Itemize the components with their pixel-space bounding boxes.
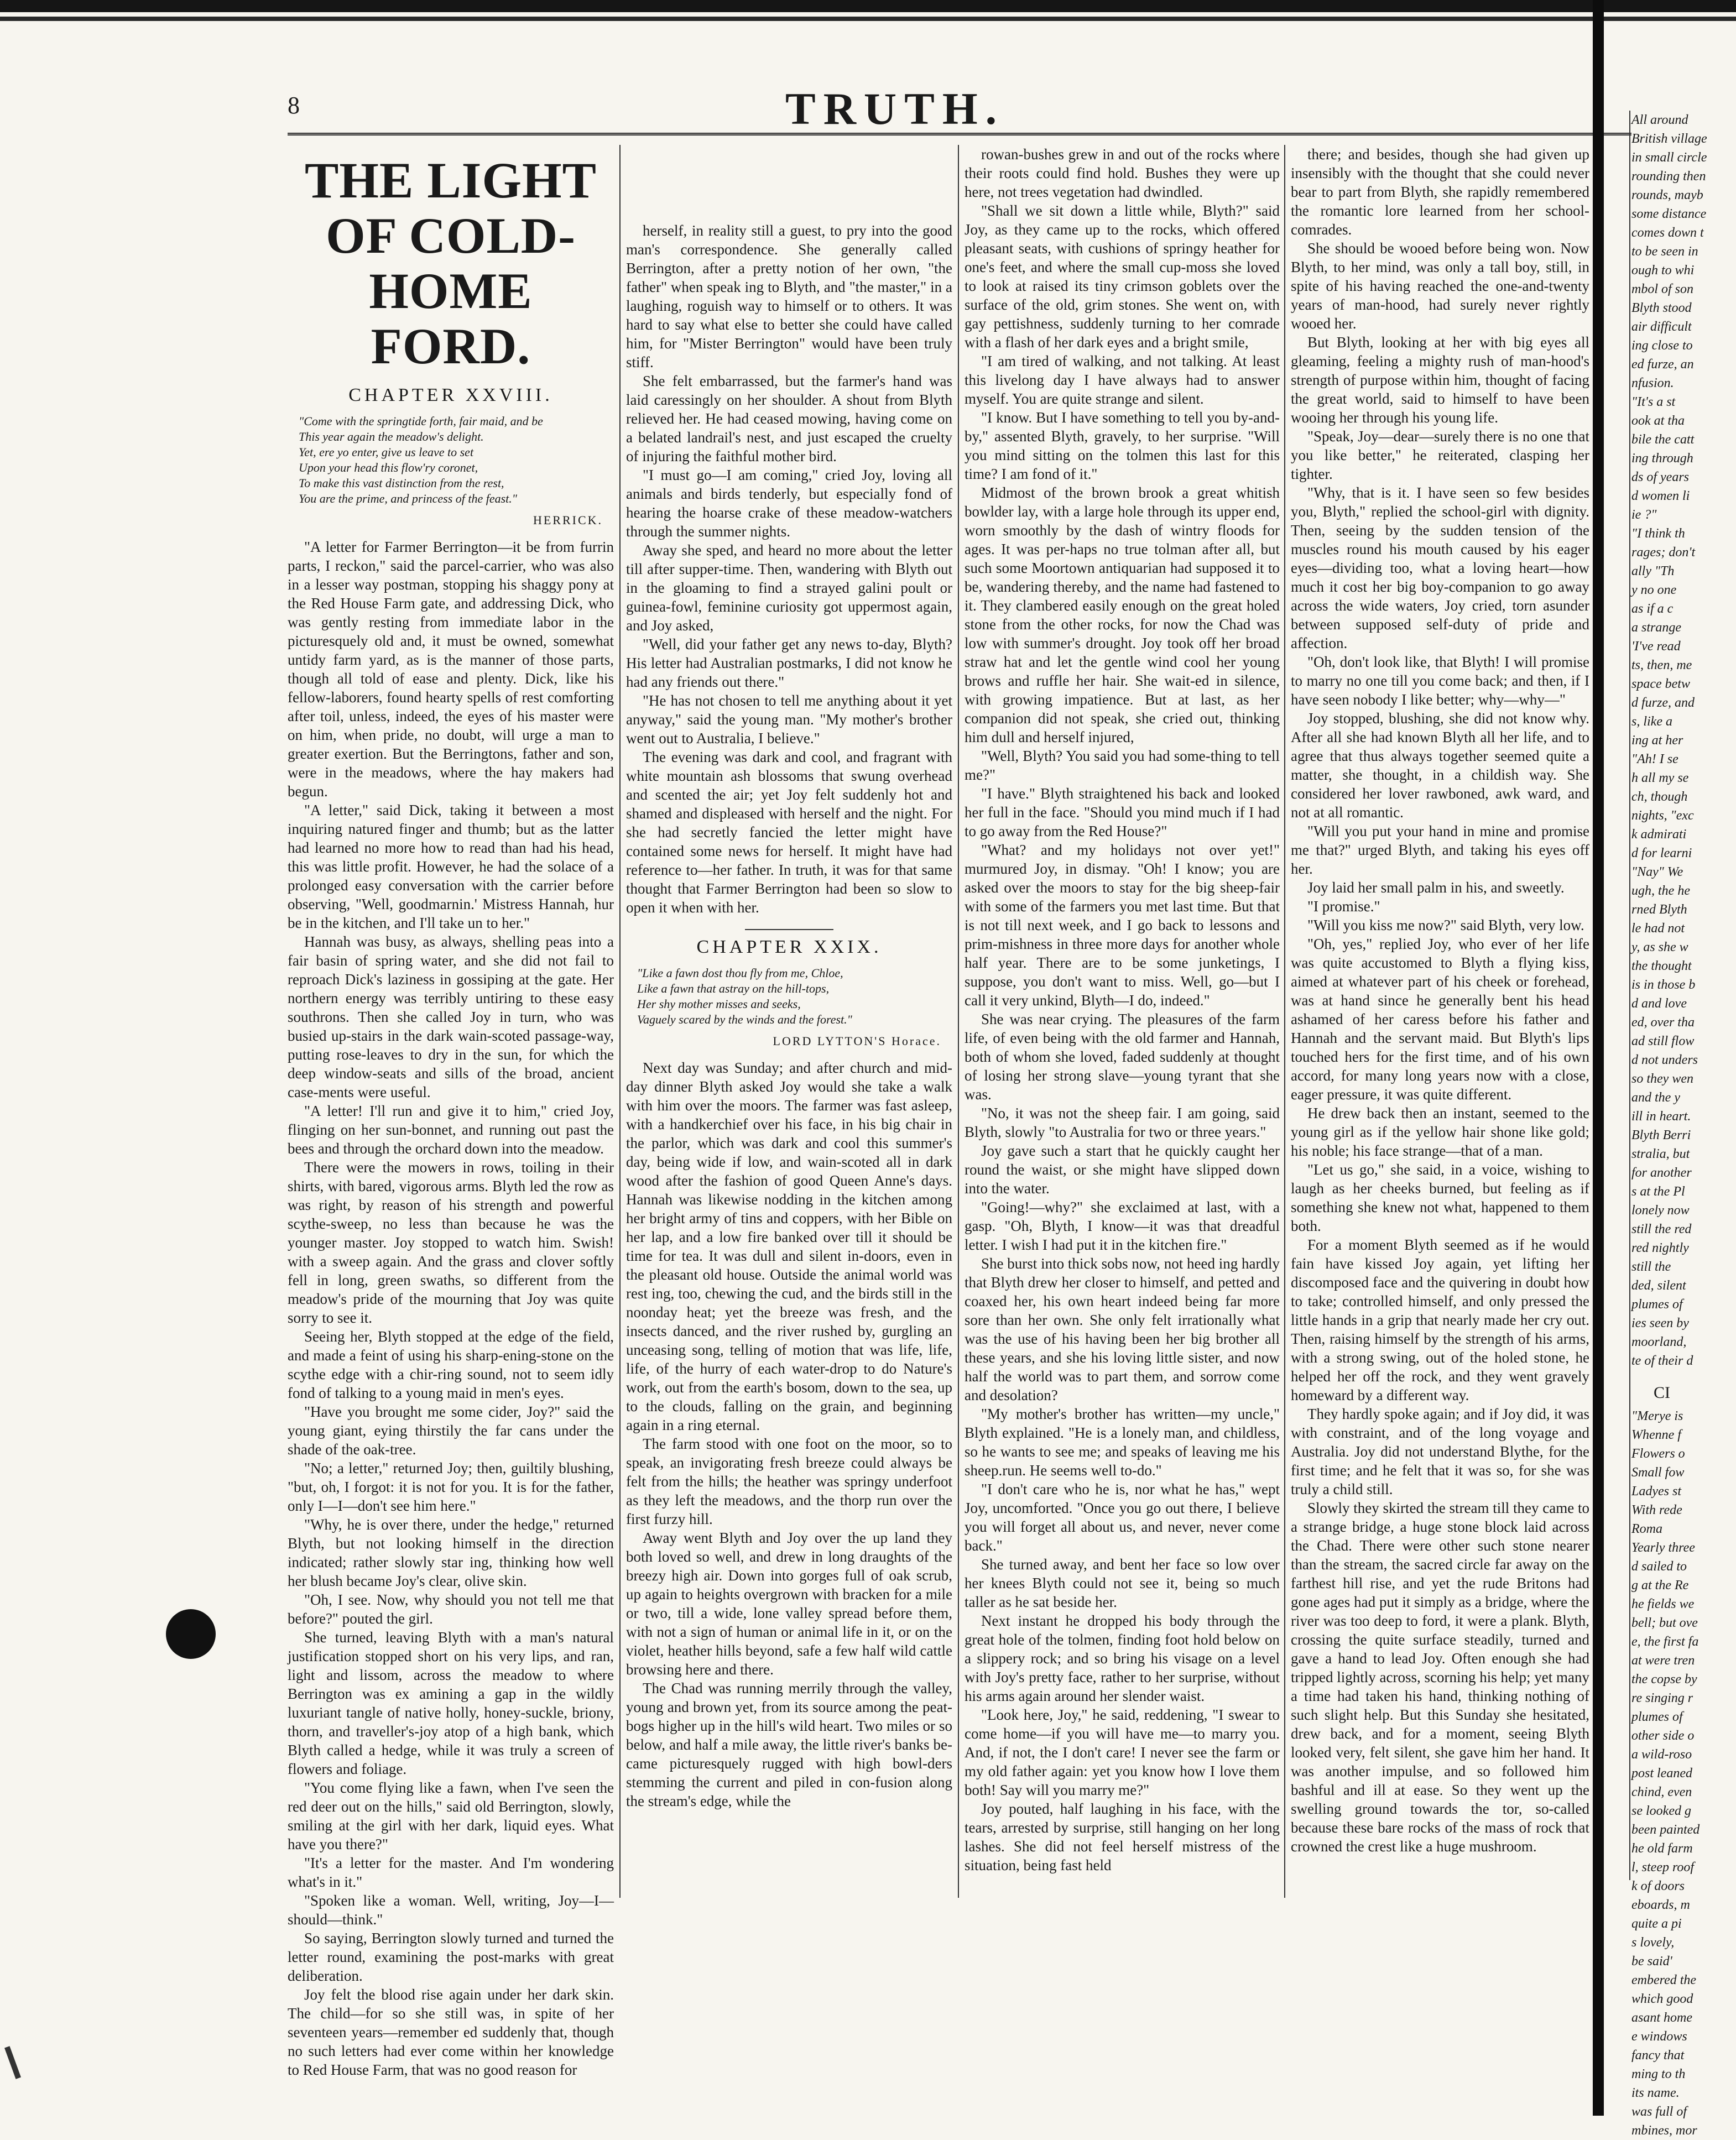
fragment-line: se looked g [1631,1804,1691,1818]
paragraph: Hannah was busy, as always, shelling peas into a fair basin of spring water, and she did not fail to reproach Dick's laziness in gossiping at the gate. Her northern energy was terribly untiring to these easy southrons. Then she called Joy in turn, who was busied up-stairs in the dark wain-scoted passage-way, putting rose-leaves to dry in the sun, for which the deep window-seats and sills of the broad, ancient case-ments were useful. [288,933,614,1100]
paragraph: The farm stood with one foot on the moor, so to speak, an invigorating fresh breeze could always be felt from the hills; the heather was springy underfoot as they left the meadows, and the thorp run over the first furzy hill. [626,1436,952,1527]
fragment-line: d furze, and [1631,696,1695,710]
fragment-line: "Ah! I se [1631,752,1678,766]
paragraph: "No; a letter," returned Joy; then, guiltily blushing, "but, oh, I forgot: it is not for you. It is for the father, only I—I—don't see him here." [288,1460,614,1514]
paragraph: Joy stopped, blushing, she did not know why. After all she had known Blyth all her life, and to agree that thus always together seemed quite a matter, she thought, in a childish way. She considered her lover rawboned, awk ward, and not at all romantic. [1291,710,1589,821]
fragment-line: e windows [1631,2029,1687,2044]
fragment-epigraph-line: Small fow [1631,1465,1685,1480]
fragment-line: and the y [1631,1090,1680,1105]
fragment-line: ough to whi [1631,263,1695,278]
paragraph: "Why, that is it. I have seen so few besides you, Blyth," replied the school-girl with dignity. Then, seeing by the sudden tension of the muscles round his mouth caused by his eager eyes—dividing too, what a loving heart—how much it cost her big boy-companion to go away across the wide waters, Joy cried, torn asunder between supposed self-duty of pride and affection. [1291,484,1589,651]
epigraph-line: You are the prime, and princess of the feast." [299,492,518,505]
fragment-line: at were tren [1631,1653,1695,1668]
paragraph: "Let us go," she said, in a voice, wishing to laugh as her cheeks burned, but feeling as if something she knew not what, happened to them both. [1291,1161,1589,1234]
paragraph: "I promise." [1307,898,1380,915]
fragment-line: k admirati [1631,827,1687,842]
fragment-line: other side o [1631,1729,1695,1743]
fragment-line: plumes of [1631,1297,1683,1312]
paragraph: there; and besides, though she had given up insensibly with the thought that she could never bear to part from Blyth, she rapidly remembered the romantic lore learned from her school-comrades. [1291,146,1589,238]
fragment-line: the thought [1631,959,1692,973]
fragment-line: he fields we [1631,1597,1695,1611]
fragment-line: "I think th [1631,526,1685,541]
fragment-line: Blyth Berri [1631,1128,1691,1142]
fragment-line: rages; don't [1631,545,1696,560]
fragment-line: ts, then, me [1631,658,1692,672]
epigraph-line: This year again the meadow's delight. [299,430,484,443]
paragraph: "I have." Blyth straightened his back and looked her full in the face. "Should you mind much if I had to go away from the Red House?" [965,785,1280,839]
paragraph: "Why, he is over there, under the hedge," returned Blyth, but not looking himself in the direction indicated; rather slowly star ing, thinking how well her blush became Joy's clear, olive skin. [288,1516,614,1589]
paragraph: "Well, Blyth? You said you had some-thing to tell me?" [965,748,1280,783]
column-2 [626,221,952,1974]
fragment-line: fancy that [1631,2048,1685,2063]
fragment-line: d not unders [1631,1053,1698,1067]
fragment-line: d and love [1631,996,1687,1011]
fragment-epigraph-line: "Merye is [1631,1409,1683,1423]
paragraph: "No, it was not the sheep fair. I am going, said Blyth, slowly "to Australia for two or three years." [965,1105,1280,1140]
paragraph: "Oh, I see. Now, why should you not tell me that before?" pouted the girl. [288,1591,614,1627]
fragment-line: All around [1631,113,1688,127]
fragment-line: "Nay" We [1631,865,1683,879]
fragment-line: h all my se [1631,771,1689,785]
column-3-body [965,145,1280,1875]
epigraph-line: Her shy mother misses and seeks, [637,997,801,1011]
column-divider [958,145,959,1898]
epigraph-line: Upon your head this flow'ry coronet, [299,461,478,474]
fragment-line: post leaned [1631,1766,1692,1781]
paragraph: Away she sped, and heard no more about the letter till after supper-time. Then, wandering with Blyth out in the gloaming to find a strayed galini poult or guinea-fowl, feminine curiosity got uppermost again, and Joy asked, [626,542,952,634]
paragraph: He drew back then an instant, seemed to the young girl as if the yellow hair shone like gold; his noble; his face strange—that of a man. [1291,1105,1589,1159]
paragraph: "Going!—why?" she exclaimed at last, with a gasp. "Oh, Blyth, I know—it was that dreadful letter. I wish I had put it in the kitchen fire." [965,1199,1280,1253]
epigraph-line: To make this vast distinction from the rest, [299,476,504,490]
fragment-line: ed furze, an [1631,357,1694,372]
paragraph: "Have you brought me some cider, Joy?" said the young giant, eying thirstily the far cans under the shade of the oak-tree. [288,1403,614,1458]
fragment-line: d sailed to [1631,1559,1687,1574]
page-number: 8 [288,92,300,119]
fragment-line: space betw [1631,677,1690,691]
fragment-epigraph-line: With rede [1631,1503,1682,1517]
fragment-line: ie ?" [1631,508,1657,522]
paragraph: Joy gave such a start that he quickly caught her round the waist, or she might have slipped down into the water. [965,1142,1280,1197]
paragraph: She turned, leaving Blyth with a man's natural justification stopped short on his very lips, and ran, light and lissom, across the meadow to where Berrington was ex amining a gap in the wildly luxuriant tangle of native holly, honey-suckle, briony, thorn, and traveller's-joy atop of a high bank, which Blyth called a hedge, while it was truly a screen of flowers and foliage. [288,1629,614,1777]
paragraph: "Speak, Joy—dear—surely there is no one that you like better," he reiterated, clasping her tighter. [1291,428,1589,482]
fragment-line: for another [1631,1166,1692,1180]
fragment-line: ad still flow [1631,1034,1695,1048]
fragment-epigraph-line: Ladyes st [1631,1484,1681,1499]
paragraph: She was near crying. The pleasures of the farm life, of even being with the old farmer and Hannah, both of whom she loved, faded suddenly at thought of losing her strong slave—young tyrant that she was. [965,1011,1280,1103]
fragment-line: ing through [1631,451,1693,466]
fragment-line: was full of [1631,2105,1687,2119]
epigraph-attribution-29: LORD LYTTON'S Horace. [773,1034,941,1048]
fragment-line: he old farm [1631,1841,1693,1856]
paragraph: So saying, Berrington slowly turned and turned the letter round, examining the post-marks with great deliberation. [288,1930,614,1984]
fragment-line: s lovely, [1631,1935,1675,1950]
fragment-line: le had not [1631,921,1685,936]
header-rule [288,133,1631,135]
fragment-line: 'I've read [1631,639,1681,654]
story-title: THE LIGHT OF COLD-HOME FORD. [305,152,597,374]
fragment-line: e, the first fa [1631,1635,1699,1649]
paragraph: "It's a letter for the master. And I'm wondering what's in it." [288,1855,614,1890]
fragment-line: a strange [1631,620,1681,635]
paragraph: She turned away, and bent her face so low over her knees Blyth could not see it, being so much taller as he sat beside her. [965,1556,1280,1610]
fragment-line: d for learni [1631,846,1692,860]
fragment-line: ch, though [1631,790,1688,804]
paragraph: Joy felt the blood rise again under her dark skin. The child—for so she still was, in spite of her seventeen years—remember ed suddenly that, though no such letters had ever come within her knowledge to Red House Farm, that was no good reason for [288,1986,614,2078]
fragment-line: the copse by [1631,1672,1697,1687]
column-4-body [1291,145,1589,1856]
fragment-line: been painted [1631,1823,1700,1837]
epigraph-line: Vaguely scared by the winds and the forest." [637,1012,852,1026]
epigraph-29 [637,965,941,1027]
fragment-line: some distance [1631,207,1707,221]
page-binding-edge [1593,0,1604,2116]
paragraph: Next instant he dropped his body through the great hole of the tolmen, finding foot hold below on a slippery rock; and so bring his visage on a level with Joy's pretty face, rather to her surprise, without his arms again around her slender waist. [965,1612,1280,1704]
paragraph: "I must go—I am coming," cried Joy, loving all animals and birds tenderly, but especially fond of hearing the hoarse crake of these meadow-watchers through the summer nights. [626,467,952,540]
paragraph: The evening was dark and cool, and fragrant with white mountain ash blossoms that swung overhead and scented the air; yet Joy felt suddenly hot and shamed and displeased with herself and the night. For she had secretly fancied the letter might have contained some news for herself. It might have had reference to—her father. In truth, it was for that same thought that Farmer Berrington had been so slow to open it when with her. [626,749,952,916]
paragraph: "Oh, don't look like, that Blyth! I will promise to marry no one till you come back; and then, if I have seen nobody I like better; why—why—" [1291,654,1589,708]
paragraph: "Shall we sit down a little while, Blyth?" said Joy, as they came up to the rocks, which offered pleasant seats, with cushions of springy heather for one's feet, and where the small cup-moss she loved to look at raised its tiny crimson goblets over the surface of the old, grim stones. She went on, with gay pettishness, suddenly turning to her comrade with a flash of her dark eyes and a bright smile, [965,202,1280,351]
paragraph: Joy pouted, half laughing in his face, with the tears, arrested by surprise, still hanging on her long lashes. She did not feel herself mistress of the situation, being fast held [965,1800,1280,1873]
column-divider [1284,145,1285,1898]
paragraph: Away went Blyth and Joy over the up land they both loved so well, and drew in long draughts of the breezy high air. Down into gorges full of oak scrub, up again to heights overgrown with bracken for a mile or two, till a wide, lone valley spread before them, with not a sign of human or animal life in it, or on the violet, heather hills beyond, safe a few half wild cattle browsing here and there. [626,1530,952,1678]
paragraph: herself, in reality still a guest, to pry into the good man's correspondence. She generally called Berrington, after a pretty notion of her own, "the father" when speak ing to Blyth, and "the master," in a laughing, roguish way to himself or to others. It was hard to say what else to better she could have called him, for "Mister Berrington" would have been truly stiff. [626,222,952,370]
paragraph: "Spoken like a woman. Well, writing, Joy—I—should—think." [288,1892,614,1928]
chapter-heading-28: CHAPTER XXVIII. [348,385,553,405]
paragraph: "Will you put your hand in mine and promise me that?" urged Blyth, and taking his eyes off her. [1291,823,1589,877]
fragment-line: g at the Re [1631,1578,1689,1593]
fragment-line: asant home [1631,2011,1692,2025]
paragraph: They hardly spoke again; and if Joy did, it was with constraint, and of the long voyage and Australia. Joy did not understand Blythe, for the first time; and he felt that it was so, for she was truly a child still. [1291,1406,1589,1497]
fragment-line: bell; but ove [1631,1616,1698,1630]
fragment-line: bile the catt [1631,432,1695,447]
top-border-rule-secondary [0,17,1736,21]
fragment-line: ing close to [1631,338,1693,353]
fragment-line: be said' [1631,1954,1672,1969]
fragment-line: re singing r [1631,1691,1693,1705]
fragment-line: stralia, but [1631,1147,1690,1161]
fragment-line: quite a pi [1631,1917,1682,1931]
fragment-line: "It's a st [1631,395,1676,409]
paragraph: "Oh, yes," replied Joy, who ever of her life was quite accustomed to Blyth a flying kiss, aimed at whatever part of his cheek or forehead, was at hand since he generally bent his head ashamed of her caress before his father and Hannah and the servant maid. But Blyth's lips touched hers for the first time, and of his own accord, for many long years now with a close, eager pressure, it was quite different. [1291,936,1589,1103]
fragment-line: eboards, m [1631,1898,1690,1912]
paragraph: For a moment Blyth seemed as if he would fain have kissed Joy again, yet lifting her discomposed face and the quivering in doubt how to take; controlled himself, and only pressed the little hands in a grip that nearly made her cry out. Then, raising himself by the strength of his arms, with a strong swing, out of the holed stone, he helped her off the rock, and they went gravely homeward by a different way. [1291,1236,1589,1403]
fragment-line: air difficult [1631,320,1692,334]
fragment-epigraph-line: Roma [1631,1522,1662,1536]
fragment-line: a wild-roso [1631,1747,1692,1762]
fragment-line: red nightly [1631,1241,1689,1255]
fragment-line: k of doors [1631,1879,1685,1893]
fragment-line: s, like a [1631,714,1672,729]
fragment-line: its name. [1631,2086,1680,2100]
fragment-line: chind, even [1631,1785,1692,1799]
paragraph: Next day was Sunday; and after church and mid-day dinner Blyth asked Joy would she take a walk with him over the moors. The farmer was fast asleep, with a handkerchief over his face, in his big chair in the parlor, which was dark and cool this summer's day, being wide if low, and wain-scoted all in dark wood after the fashion of good Queen Anne's days. Hannah was likewise nodding in the kitchen among her bright army of tins and coppers, with her Bible on her lap, and a low fire banked over till it should be time for tea. It was dull and silent in-doors, even in the pleasant old house. Outside the animal world was rest ing, too, chewing the cud, and the birds still in the noonday heat; yet the breeze was fresh, and the insects danced, and the river rushed by, gurgling an unceasing song, telling of motion that was life, life, life, of the hurry of each water-drop to do Nature's work, out from the earth's bosom, down to the sea, up to the clouds, falling on the grain, and beginning again in a ring eternal. [626,1059,952,1433]
fragment-line: y, as she w [1631,940,1688,954]
fragment-line: nights, "exc [1631,808,1694,823]
paragraph: "My mother's brother has written—my uncle," Blyth explained. "He is a lonely man, and childless, so he wants to see me; and speaks of leaving me his sheep.run. He seems well to-do." [965,1406,1280,1479]
epigraph-line: "Come with the springtide forth, fair maid, and be [299,414,543,428]
fragment-line: as if a c [1631,602,1674,616]
epigraph-line: "Like a fawn dost thou fly from me, Chloe, [637,966,843,980]
paragraph: There were the mowers in rows, toiling in their shirts, with bared, vigorous arms. Blyth led the row as was right, by reason of his strength and powerful scythe-sweep, no less than because he was the younger master. Joy stopped to watch him. Swish! with a sweep again. And the grass and clover softly fell in long, green swaths, so different from the meadow's pride of the mourning that Joy was quite sorry to see it. [288,1159,614,1326]
chapter-heading-29: CHAPTER XXIX. [696,937,882,957]
epigraph-line: Like a fawn that astray on the hill-tops, [637,982,830,995]
top-border-rule [0,0,1736,12]
epigraph-28 [299,414,603,507]
fragment-line: which good [1631,1992,1693,2006]
paragraph: "A letter! I'll run and give it to him," cried Joy, flinging on her sun-bonnet, and running out past the bees and through the orchard down into the meadow. [288,1103,614,1157]
fragment-epigraph-line: Whenne f [1631,1428,1681,1442]
fragment-line: still the red [1631,1222,1692,1236]
paragraph: She should be wooed before being won. Now Blyth, to her mind, was only a tall boy, still, in spite of his having reached the one-and-twenty years of man-hood, had surely never rightly wooed her. [1291,240,1589,332]
paragraph: "I don't care who he is, nor what he has," wept Joy, uncomforted. "Once you go out there, I believe you will forget all about us, and never, never come back." [965,1481,1280,1554]
column-1-body [288,537,614,2079]
ink-blot [166,1609,216,1659]
fragment-line: in small circle [1631,150,1707,165]
column-divider [619,145,621,1898]
fragment-line: mbol of son [1631,282,1694,296]
fragment-line: ds of years [1631,470,1689,484]
fragment-line: mbines, mor [1631,2123,1697,2138]
column-1 [288,145,614,2078]
column-4 [1291,145,1589,1898]
paragraph: She felt embarrassed, but the farmer's hand was laid caressingly on her shoulder. A shout from Blyth relieved her. He had ceased mowing, having come on a belated landrail's nest, and just escaped the cruelty of injuring the faithful mother bird. [626,373,952,464]
ink-mark [4,2046,21,2079]
column-3 [965,145,1280,1898]
fragment-epigraph-line: Flowers o [1631,1447,1685,1461]
fragment-line: s at the Pl [1631,1184,1685,1199]
paragraph: "A letter for Farmer Berrington—it be from furrin parts, I reckon," said the parcel-carrier, who was also in a lesser way postman, stopping his shaggy pony at the Red House Farm gate, and addressing Dick, who was gently resting from immediate labor in the picturesquely old and, it must be owned, somewhat untidy farm yard, as is the manner of those parts, though all told of ease and plenty. Dick, like his fellow-laborers, found hearty spells of rest comforting after toil, unless, indeed, the eyes of his master were on him, when pride, no doubt, will urge a man to greater exertion. But the Berringtons, father and son, were in the meadows, where the hay makers had begun. [288,539,614,800]
epigraph-attribution-28: HERRICK. [533,513,603,527]
paragraph: She burst into thick sobs now, not heed ing hardly that Blyth drew her closer to himself, and petted and coaxed her, his own heart indeed being far more sore than her own. She only felt irrationally what was the use of his having been her big brother all these years, and she his loving little sister, and now half the world was to part them, and sorrow come and desolation? [965,1255,1280,1403]
paragraph: "Will you kiss me now?" said Blyth, very low. [1307,917,1584,933]
paragraph: Seeing her, Blyth stopped at the edge of the field, and made a feint of using his sharp-ening-stone on the scythe edge with a chir-ring sound, not to seem idly fond of talking to a young maid in men's eyes. [288,1328,614,1401]
epigraph-line: Yet, ere yo enter, give us leave to set [299,445,474,459]
fragment-line: d women li [1631,489,1690,503]
fragment-line: so they wen [1631,1072,1693,1086]
fragment-line: Yearly three [1631,1541,1695,1555]
paragraph: "I know. But I have something to tell you by-and-by," assented Blyth, gravely, to her surprise. "Will you mind sitting on the tolmen this last for this time? I am fond of it." [965,409,1280,482]
adjacent-page-fragment [1631,111,1736,2138]
column-2-body-a [626,221,952,917]
fragment-line: rned Blyth [1631,902,1687,917]
paragraph: Joy laid her small palm in his, and sweetly. [1307,879,1565,896]
fragment-line: still the [1631,1260,1671,1274]
fragment-line: ugh, the he [1631,884,1690,898]
fragment-line: nfusion. [1631,376,1674,390]
fragment-line: embered the [1631,1973,1697,1987]
fragment-line: comes down t [1631,226,1704,240]
fragment-line: l, steep roof [1631,1860,1695,1875]
paragraph: rowan-bushes grew in and out of the rocks where their roots could find hold. Bushes they were up here, not trees vegetation had dwindled. [965,146,1280,200]
paragraph: "You come flying like a fawn, when I've seen the red deer out on the hills," said old Berrington, slowly, smiling at the girl with her dark, liquid eyes. What have you there?" [288,1779,614,1852]
fragment-line: to be seen in [1631,244,1698,259]
fragment-line: ill in heart. [1631,1109,1691,1124]
paragraph: "A letter," said Dick, taking it between a most inquiring natured finger and thumb; but as the latter had learned no more how to read than had his head, this was little profit. However, he had the solace of a prolonged easy conversation with the carrier before observing, "Well, goodmarnin.' Mistress Hannah, hur be in the kitchen, and I'll take un to her." [288,802,614,931]
fragment-line: rounding then [1631,169,1706,184]
paragraph: "What? and my holidays not over yet!" murmured Joy, in dismay. "Oh! I know; you are asked over the moors to stay for the big sheep-fair with some of the farmers you met last time. But that is not till next week, and I go back to lessons and prim-mishness in three more days for another whole half year. There are to be some junketings, I suppose, you don't want to miss. Well, go—but I call it very unkind, Blyth—I do, indeed." [965,842,1280,1009]
paragraph: "Well, did your father get any news to-day, Blyth? His letter had Australian postmarks, I did not know he had any friends out there." [626,636,952,690]
paragraph: "Look here, Joy," he said, reddening, "I swear to come home—if you will have me—to marry you. And, if not, the I don't care! I never see the farm or my old father again: yet you know how I love them both! Say will you marry me?" [965,1706,1280,1798]
fragment-chapter-heading: CI [1654,1384,1670,1402]
paragraph: But Blyth, looking at her with big eyes all gleaming, feeling a mighty rush of man-hood's strength of purpose within him, thought of facing the great world, said to himself to have been wooing her through his young life. [1291,334,1589,426]
fragment-line: is in those b [1631,978,1696,992]
fragment-line: ming to th [1631,2067,1686,2081]
column-divider [1629,111,1630,1880]
fragment-line: ded, silent [1631,1278,1686,1293]
paragraph: Midmost of the brown brook a great whitish bowlder lay, with a large hole through its upper end, worn smoothly by the dash of wintry floods for ages. It was per-haps no true tolman after all, but such some Moortown antiquarian had supposed it to be, wandering thereby, and the name had fastened to it. They clambered easily enough on the great holed stone from the other rocks, for now the Chad was low with summer's drought. Joy took off her broad straw hat and let the gentle wind cool her young brows and ruffle her hair. She wait-ed in silence, with growing impatience. But at last, as her companion did not speak, she cried out, thinking him dull and herself injured, [965,484,1280,745]
fragment-line: y no one [1631,583,1677,597]
fragment-line: plumes of [1631,1710,1683,1724]
fragment-line: ook at tha [1631,414,1685,428]
paragraph: "He has not chosen to tell me anything about it yet anyway," said the young man. "My mother's brother went out to Australia, I believe." [626,692,952,747]
column-2-body-b [626,1058,952,1810]
paragraph: Slowly they skirted the stream till they came to a strange bridge, a huge stone block laid across the Chad. There were other such stone nearer than the stream, the sacred circle far away on the farthest hill rise, and yet the rude Britons had gone ages had put it simply as a bridge, where the river was too deep to ford, it were a plank. Blyth, crossing the quite surface steadily, turned and gave a hand to lead Joy. Often enough she had tripped lightly across, scorning his help; yet many a time had taken his hand, thinking nothing of such slight help. But this Sunday she hesitated, drew back, and for a moment, seeing Blyth looked very, felt silent, she gave him her hand. It was another impulse, and so followed him bashful and ill at ease. So they went up the swelling ground towards the tor, so-called because these bare rocks of the mass of rock that crowned the crest like a huge mushroom. [1291,1500,1589,1855]
fragment-line: ing at her [1631,733,1683,748]
chapter-separator [745,929,833,930]
fragment-line: British village [1631,132,1707,146]
paragraph: The Chad was running merrily through the valley, young and brown yet, from its source among the peat-bogs higher up in the hill's wild heart. Two miles or so below, and half a mile away, the little river's banks be-came picturesquely rugged with high bowl-ders stemming the current and piled in con-fusion along the stream's edge, while the [626,1680,952,1809]
fragment-line: te of their d [1631,1354,1693,1368]
fragment-line: moorland, [1631,1335,1687,1349]
fragment-line: Blyth stood [1631,301,1692,315]
paragraph: "I am tired of walking, and not talking. At least this livelong day I have always had to answer myself. You are quite strange and silent. [965,353,1280,407]
fragment-line: ies seen by [1631,1316,1689,1330]
fragment-line: lonely now [1631,1203,1690,1218]
masthead: TRUTH. [785,83,1005,134]
fragment-line: ed, over tha [1631,1015,1695,1030]
fragment-line: ally "Th [1631,564,1675,578]
fragment-line: rounds, mayb [1631,188,1703,202]
